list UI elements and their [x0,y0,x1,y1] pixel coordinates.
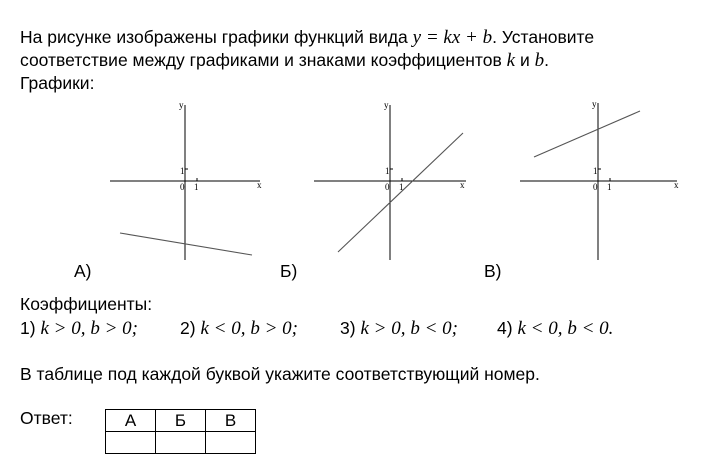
coefficients-heading: Коэффициенты: [20,294,153,314]
unit-y-label: 1 [180,166,185,176]
y-axis-label: y [592,99,597,109]
graph-b-label: Б) [280,261,298,281]
answer-header-row [106,410,256,432]
unit-x-label: 1 [194,182,199,192]
answer-header-c: В [206,410,256,432]
answer-table [105,409,256,454]
unit-y-label: 1 [385,166,390,176]
instruction-text: В таблице под каждой буквой укажите соответствующий номер. [20,364,540,384]
origin-label: 0 [593,182,598,192]
unit-x-label: 1 [607,182,612,192]
function-line [338,133,463,252]
x-axis-label: x [674,180,679,190]
function-line [534,111,640,157]
x-axis-label: x [257,180,262,190]
answer-header-b: Б [156,410,206,432]
x-axis-label: x [460,180,465,190]
answer-cell-b[interactable] [156,432,206,454]
unit-y-label: 1 [593,166,598,176]
coefficient-option-2: 2) k < 0, b > 0; [180,318,298,339]
coefficient-option-1: 1) k > 0, b > 0; [20,318,138,339]
answer-header-a: А [106,410,156,432]
formula-y-kx-b: y = kx + b [412,27,493,48]
graph-a [100,95,270,265]
answer-cell-a[interactable] [106,432,156,454]
answer-input-row [106,432,256,454]
y-axis-label: y [179,100,184,110]
graph-b [306,95,476,265]
task-line-2: соответствие между графиками и знаками коэффициентов k и b. [20,50,549,71]
answer-label: Ответ: [20,408,73,428]
graph-a-label: А) [74,261,92,281]
origin-label: 0 [385,182,390,192]
graph-c [512,95,682,265]
unit-x-label: 1 [399,182,404,192]
task-line-1: На рисунке изображены графики функций вида y = kx + b. Установите [20,27,595,48]
graph-c-label: В) [484,261,502,281]
coefficient-option-3: 3) k > 0, b < 0; [340,318,458,339]
origin-label: 0 [180,182,185,192]
function-line [120,233,252,255]
graphs-heading: Графики: [20,73,95,93]
coefficient-option-4: 4) k < 0, b < 0. [497,318,614,339]
y-axis-label: y [384,100,389,110]
answer-cell-c[interactable] [206,432,256,454]
